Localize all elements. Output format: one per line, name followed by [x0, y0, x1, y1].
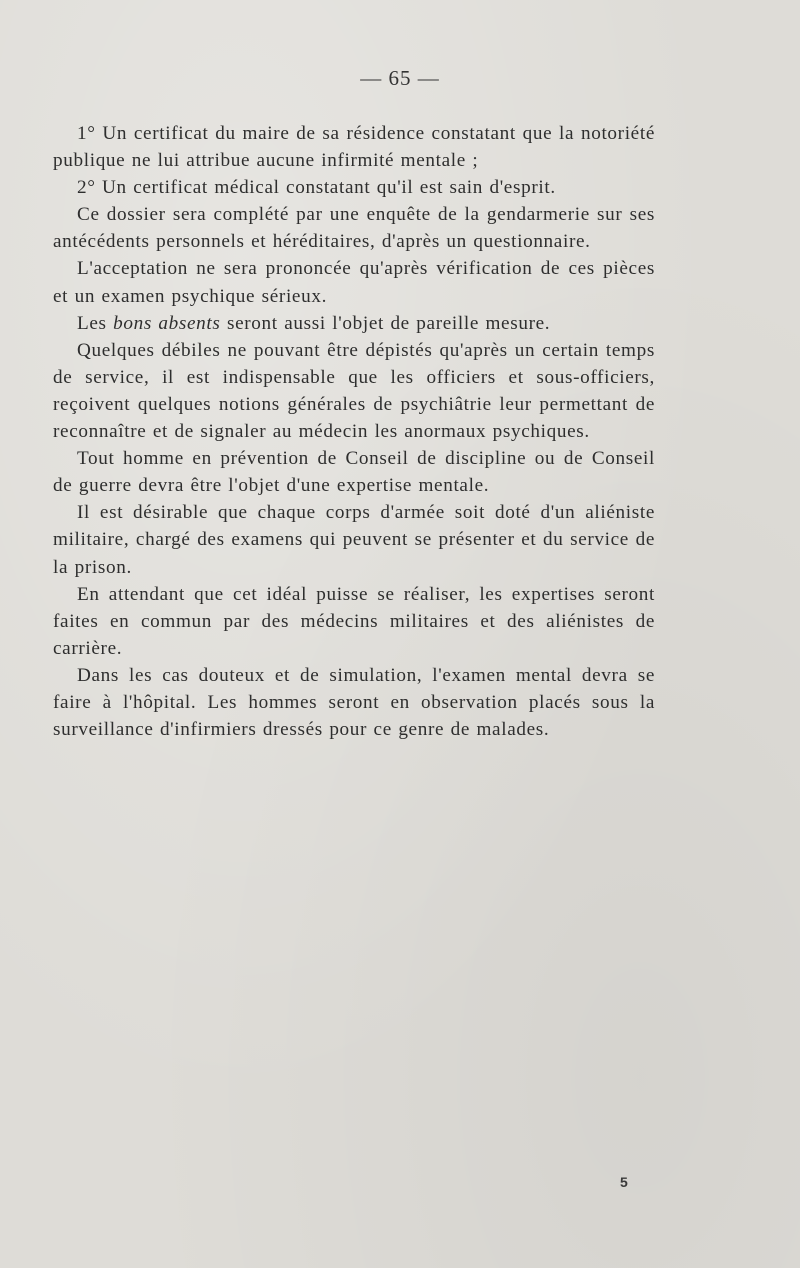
paragraph-debiles: Quelques débiles ne pouvant être dépistés qu'après un certain temps de service, il est indispensable que les officiers et sous-officiers, reçoivent quelques notions générales de psychiâtrie leur permettant de reconnaître et de signaler au médecin les anormaux psychiques. — [53, 339, 655, 443]
text-span: seront aussi l'objet de pareille mesure. — [220, 312, 551, 334]
paragraph-acceptation: L'acceptation ne sera prononcée qu'après vérification de ces pièces et un examen psychique sérieux. — [53, 258, 655, 307]
paragraph-bons-absents — [53, 310, 655, 337]
paragraph-dossier: Ce dossier sera complété par une enquête de la gendarmerie sur ses antécédents personnels et héréditaires, d'après un questionnaire. — [53, 204, 655, 253]
body-text — [53, 120, 655, 743]
paragraph-certificate-medical: 2° Un certificat médical constatant qu'il est sain d'esprit. — [77, 177, 556, 199]
paragraph-cas-douteux: Dans les cas douteux et de simulation, l'examen mental devra se faire à l'hôpital. Les hommes seront en observation placés sous la surveillance d'infirmiers dressés pour ce genre de malades. — [53, 664, 655, 741]
paragraph-alieniste: Il est désirable que chaque corps d'armée soit doté d'un aliéniste militaire, chargé des examens qui peuvent se présenter et du service de la prison. — [53, 502, 655, 578]
page-number: — 65 — — [360, 66, 440, 90]
paragraph-certificate-mayor: 1° Un certificat du maire de sa résidence constatant que la notoriété publique ne lui attribue aucune infirmité mentale ; — [53, 123, 655, 172]
paragraph-expertises: En attendant que cet idéal puisse se réaliser, les expertises seront faites en commun par des médecins militaires et des aliénistes de carrière. — [53, 583, 655, 659]
paragraph-prevention: Tout homme en prévention de Conseil de discipline ou de Conseil de guerre devra être l'objet d'une expertise mentale. — [53, 448, 655, 497]
italic-term: bons absents — [113, 312, 221, 334]
signature-mark: 5 — [620, 1174, 628, 1190]
text-span: Les — [77, 312, 114, 334]
